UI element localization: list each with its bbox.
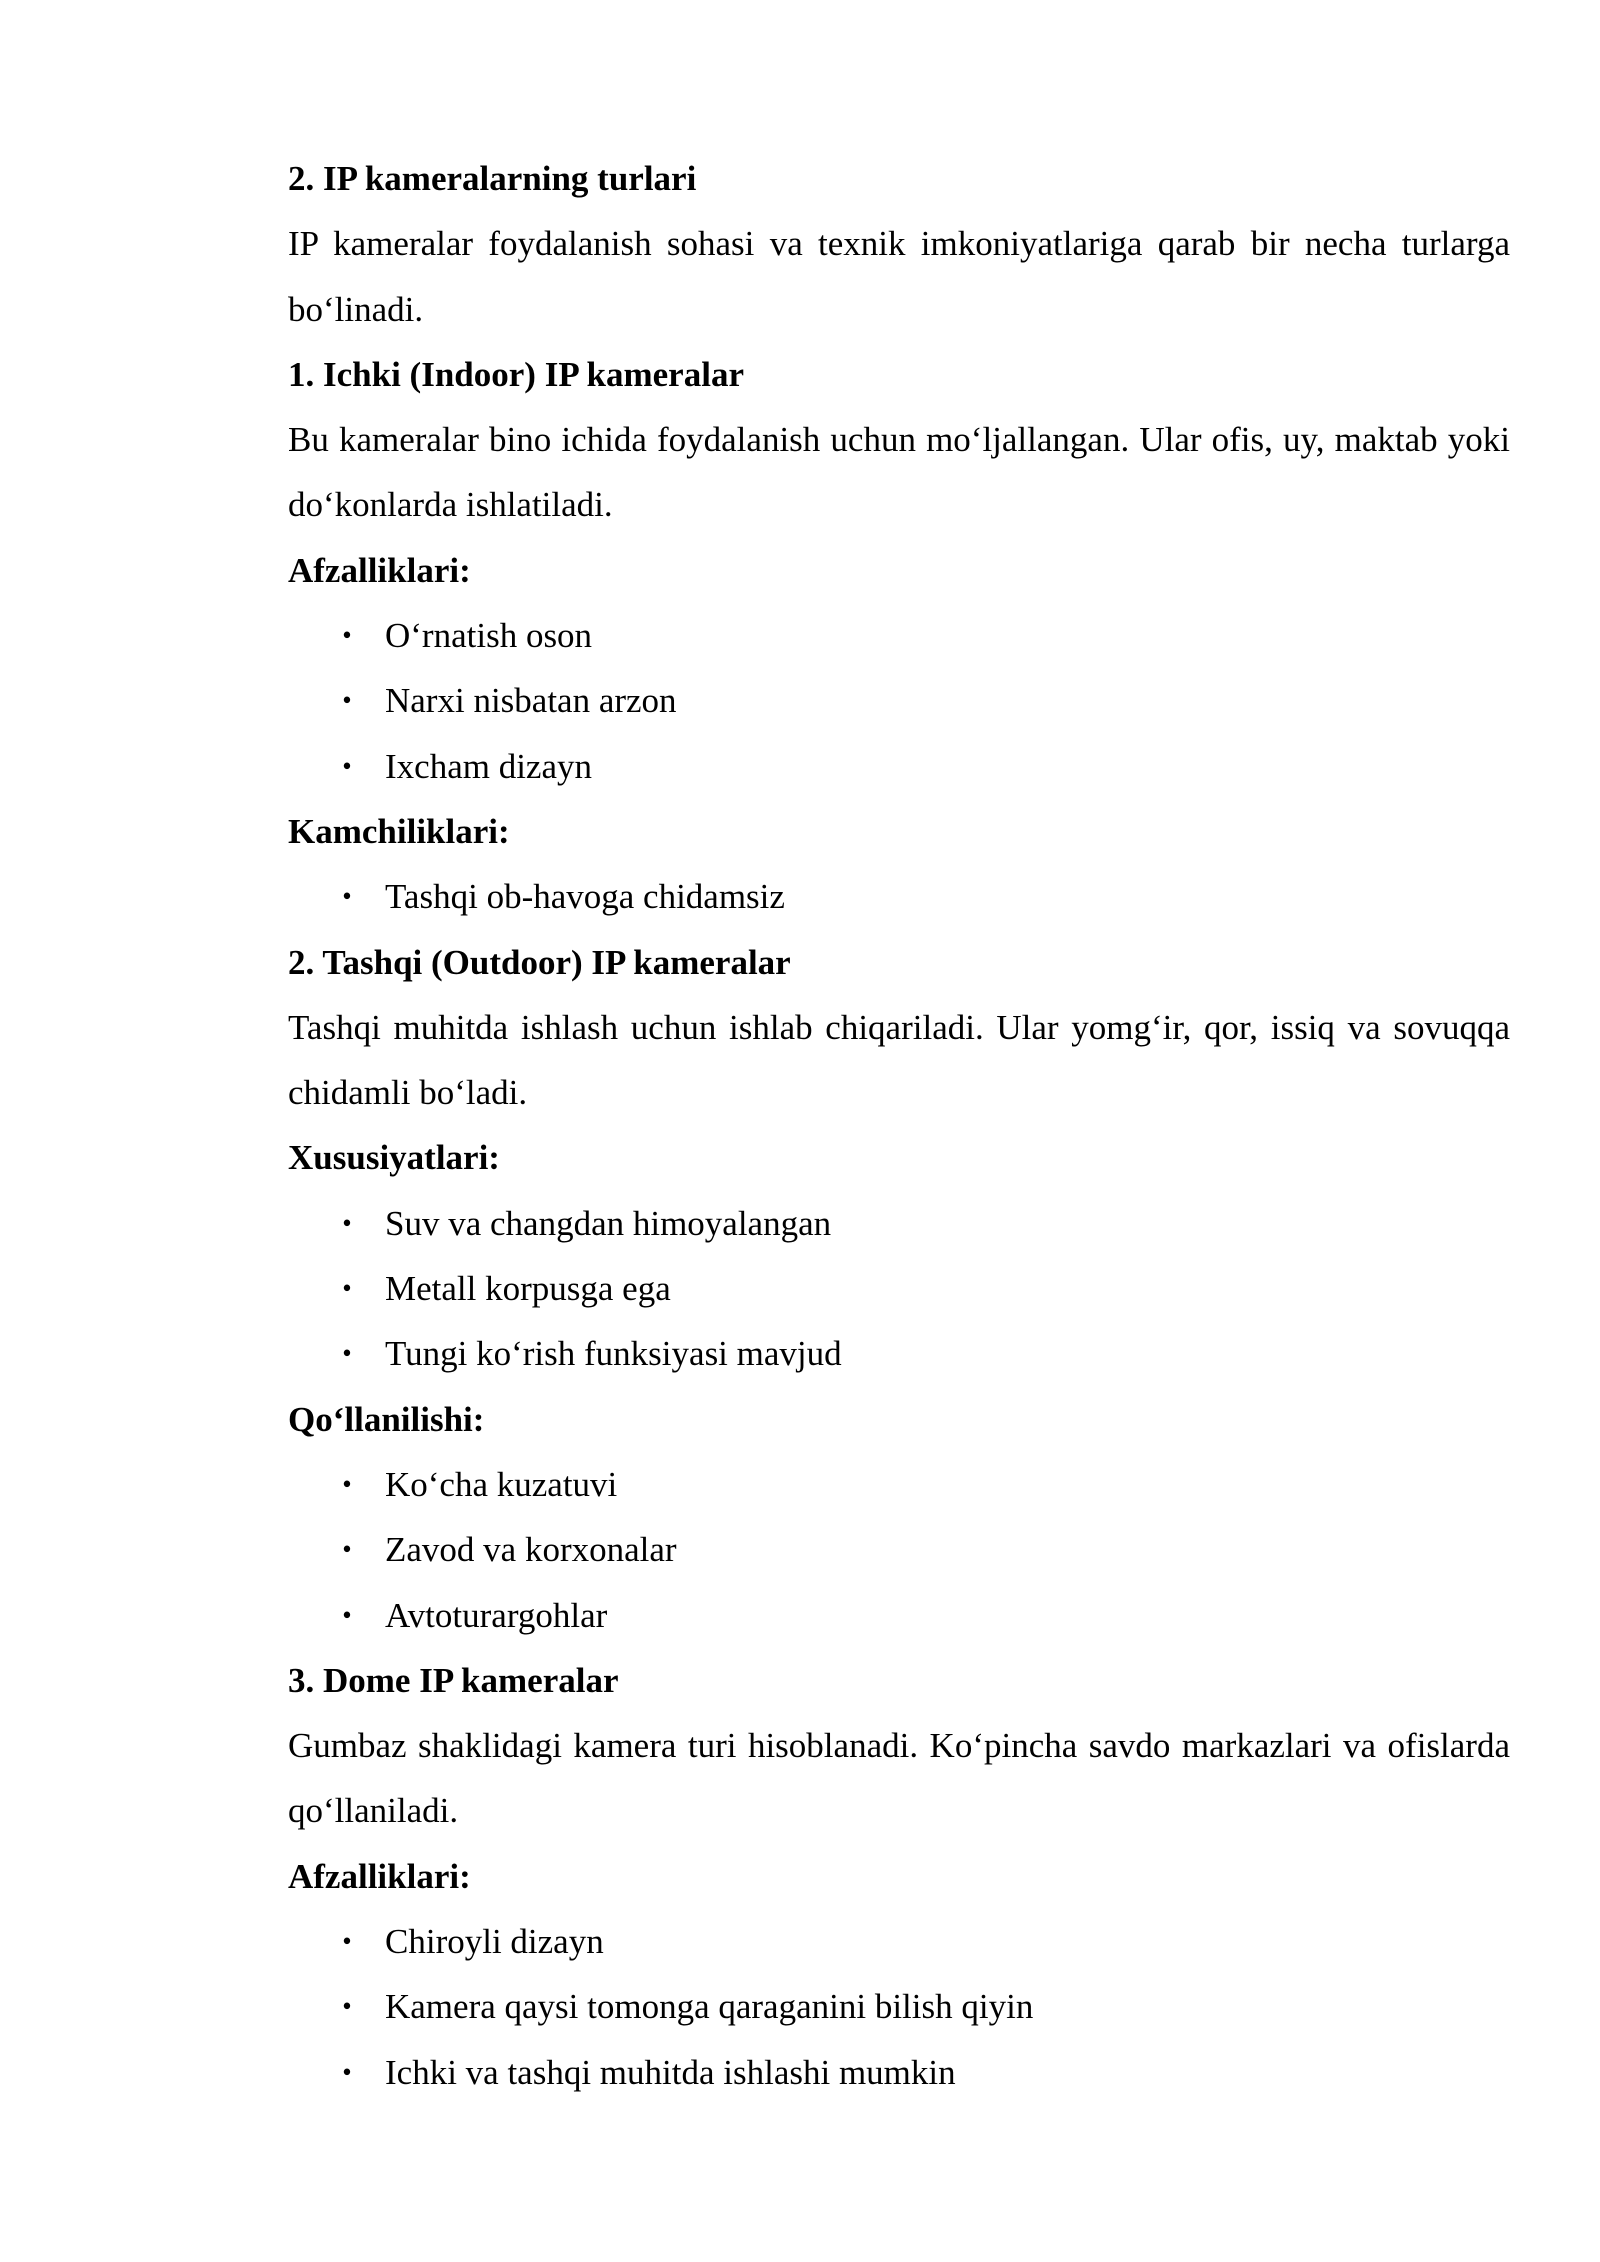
list-item [288, 668, 1510, 733]
list-item-text: Zavod va korxonalar [385, 1530, 677, 1570]
list-item-text: Kamera qaysi tomonga qaraganini bilish qiyin [385, 1987, 1034, 2027]
intro-paragraph: IP kameralar foydalanish sohasi va texnik imkoniyatlariga qarab bir necha turlarga boʻlinadi. [288, 224, 1510, 329]
bullet-icon: • [342, 1468, 352, 1499]
group-label-features: Xususiyatlari: [288, 1138, 500, 1178]
document-content [288, 146, 1510, 2105]
list-item-text: Chiroyli dizayn [385, 1922, 604, 1962]
bullet-icon: • [342, 1338, 352, 1369]
list-item-text: Metall korpusga ega [385, 1269, 671, 1309]
list-item-text: Ixcham dizayn [385, 746, 592, 786]
bullet-icon: • [342, 2056, 352, 2087]
group-label-advantages: Afzalliklari: [288, 1856, 471, 1896]
group-label-disadvantages: Kamchiliklari: [288, 811, 510, 851]
list-item [288, 1321, 1510, 1386]
bullet-icon: • [342, 1207, 352, 1238]
bullet-icon: • [342, 1991, 352, 2022]
section-text-indoor: Bu kameralar bino ichida foydalanish uchun moʻljallangan. Ular ofis, uy, maktab yoki doʻkonlarda ishlatiladi. [288, 420, 1510, 525]
section-title-outdoor: 2. Tashqi (Outdoor) IP kameralar [288, 942, 791, 982]
list-item [288, 1974, 1510, 2039]
bullet-icon: • [342, 1599, 352, 1630]
list-item [288, 864, 1510, 929]
list-item [288, 2040, 1510, 2105]
list-item [288, 1256, 1510, 1321]
list-item-text: Tungi koʻrish funksiyasi mavjud [385, 1334, 842, 1374]
list-item-text: Narxi nisbatan arzon [385, 681, 677, 721]
section-text-outdoor: Tashqi muhitda ishlash uchun ishlab chiqariladi. Ular yomgʻir, qor, issiq va sovuqqa chidamli boʻladi. [288, 1007, 1510, 1113]
section-text-dome: Gumbaz shaklidagi kamera turi hisoblanadi. Koʻpincha savdo markazlari va ofislarda qoʻllaniladi. [288, 1726, 1510, 1831]
list-item [288, 1583, 1510, 1648]
bullet-list [288, 1909, 1510, 2105]
bullet-list [288, 1191, 1510, 1387]
list-item [288, 1517, 1510, 1582]
bullet-list [288, 864, 1510, 929]
list-item [288, 1909, 1510, 1974]
bullet-icon: • [342, 750, 352, 781]
list-item [288, 1452, 1510, 1517]
bullet-list [288, 1452, 1510, 1648]
bullet-icon: • [342, 1926, 352, 1957]
list-item [288, 603, 1510, 668]
main-title: 2. IP kameralarning turlari [288, 159, 697, 198]
group-label-usage: Qoʻllanilishi: [288, 1399, 485, 1439]
section-title-indoor: 1. Ichki (Indoor) IP kameralar [288, 354, 744, 394]
bullet-list [288, 603, 1510, 799]
group-label-advantages: Afzalliklari: [288, 550, 471, 590]
list-item [288, 734, 1510, 799]
bullet-icon: • [342, 620, 352, 651]
list-item-text: Oʻrnatish oson [385, 616, 593, 656]
bullet-icon: • [342, 881, 352, 912]
list-item-text: Tashqi ob-havoga chidamsiz [385, 877, 785, 917]
bullet-icon: • [342, 685, 352, 716]
bullet-icon: • [342, 1534, 352, 1565]
list-item-text: Koʻcha kuzatuvi [385, 1464, 618, 1504]
list-item-text: Suv va changdan himoyalangan [385, 1203, 832, 1243]
list-item-text: Ichki va tashqi muhitda ishlashi mumkin [385, 2052, 956, 2092]
list-item [288, 1191, 1510, 1256]
list-item-text: Avtoturargohlar [385, 1595, 608, 1635]
section-title-dome: 3. Dome IP kameralar [288, 1660, 619, 1700]
bullet-icon: • [342, 1273, 352, 1304]
